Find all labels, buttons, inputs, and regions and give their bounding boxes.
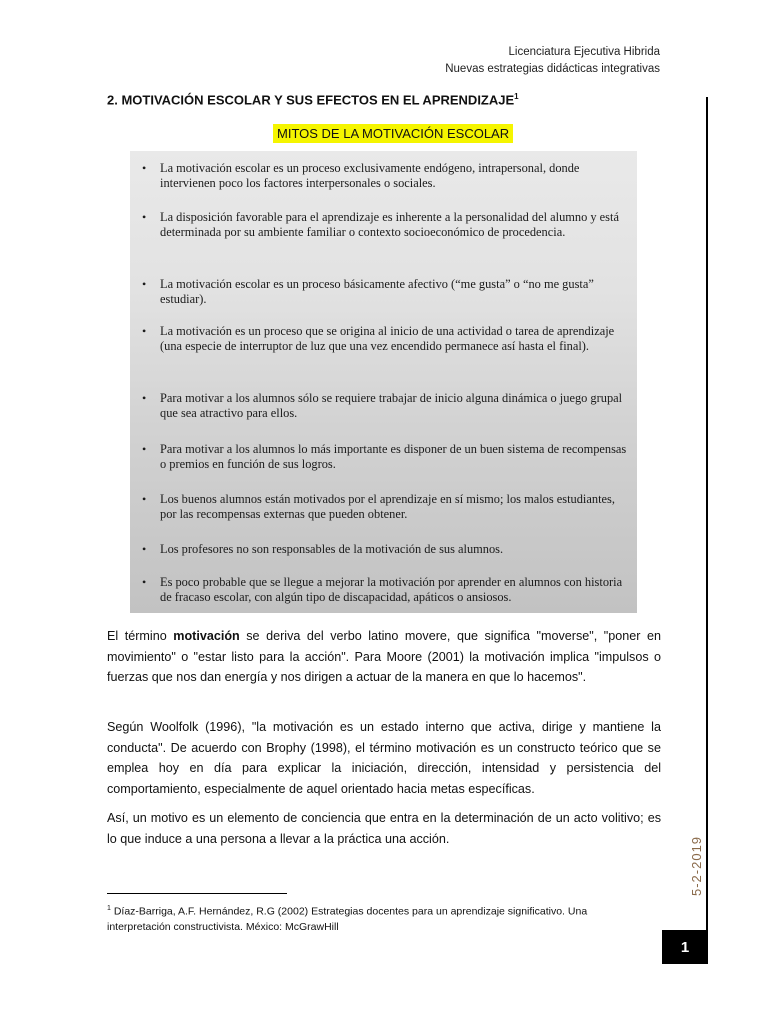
footnote (107, 901, 647, 935)
footnote-text: Díaz-Barriga, A.F. Hernández, R.G (2002) Estrategias docentes para un aprendizaje significativo. Una interpretación constructivista. México: McGrawHill (107, 905, 588, 933)
paragraph-woolfolk: Según Woolfolk (1996), "la motivación es un estado interno que activa, dirige y mantiene la conducta". De acuerdo con Brophy (1998), el término motivación es un constructo teórico que se emplea hoy en día para explicar la iniciación, dirección, intensidad y persistencia del comportamiento, especialmente de aquel orientado hacia metas específicas. (107, 720, 661, 796)
page-number: 1 (662, 930, 708, 964)
footnote-reference: 1 (514, 92, 519, 101)
scanned-myths-list (130, 151, 637, 613)
page-header (445, 44, 660, 78)
paragraph-text: El término (107, 629, 174, 643)
header-course: Nuevas estrategias didácticas integrativas (445, 63, 660, 75)
header-program: Licenciatura Ejecutiva Hibrida (508, 46, 660, 58)
myth-text: La motivación escolar es un proceso exclusivamente endógeno, intrapersonal, donde intervienen poco los factores interpersonales o sociales. (160, 161, 580, 190)
myth-item (142, 277, 632, 307)
myth-item (142, 575, 632, 605)
section-title (107, 92, 519, 107)
myth-text: Para motivar a los alumnos sólo se requiere trabajar de inicio alguna dinámica o juego grupal que sea atractivo para ellos. (160, 391, 623, 420)
myth-item (142, 542, 632, 557)
section-title-text: 2. MOTIVACIÓN ESCOLAR Y SUS EFECTOS EN EL APRENDIZAJE (107, 92, 515, 108)
myth-item (142, 161, 632, 191)
myth-text: La motivación es un proceso que se origina al inicio de una actividad o tarea de aprendizaje (una especie de interruptor de luz que una vez encendido permanece así hasta el final). (160, 324, 615, 353)
bullet-icon: • (142, 542, 147, 556)
date-label: 5-2-2019 (689, 835, 704, 896)
myth-text: Los profesores no son responsables de la motivación de sus alumnos. (160, 542, 504, 556)
myth-text: La motivación escolar es un proceso básicamente afectivo (“me gusta” o “no me gusta” estudiar). (160, 277, 594, 306)
paragraph-text: se deriva del verbo latino movere, que significa "moverse", "poner en movimiento" o "estar listo para la acción". Para Moore (2001) la motivación implica "impulsos o fuerzas que nos dan energía y nos dirigen a actuar de la manera en que lo hacemos". (107, 629, 661, 684)
myth-item (142, 210, 632, 240)
myth-item (142, 442, 632, 472)
footnote-number: 1 (107, 905, 111, 912)
bullet-icon: • (142, 492, 147, 506)
paragraph-definition (107, 626, 661, 688)
bullet-icon: • (142, 575, 147, 589)
bold-term: motivación (173, 629, 240, 643)
bullet-icon: • (142, 210, 147, 224)
bullet-icon: • (142, 277, 147, 291)
bullet-icon: • (142, 324, 147, 338)
myth-text: Es poco probable que se llegue a mejorar la motivación por aprender en alumnos con historia de fracaso escolar, con algún tipo de discapacidad, apáticos o ansiosos. (160, 575, 623, 604)
bullet-icon: • (142, 442, 147, 456)
bullet-icon: • (142, 391, 147, 405)
bullet-icon: • (142, 161, 147, 175)
myth-text: Para motivar a los alumnos lo más importante es disponer de un buen sistema de recompensas o premios en función de sus logros. (160, 442, 627, 471)
myth-item (142, 492, 632, 522)
myth-text: Los buenos alumnos están motivados por el aprendizaje en sí mismo; los malos estudiantes, por las recompensas externas que pueden obtener. (160, 492, 615, 521)
myth-item (142, 324, 632, 354)
footnote-separator (107, 893, 287, 894)
myths-heading: MITOS DE LA MOTIVACIÓN ESCOLAR (273, 124, 513, 143)
myth-text: La disposición favorable para el aprendizaje es inherente a la personalidad del alumno y está determinada por su ambiente familiar o contexto socioeconómico de procedencia. (160, 210, 619, 239)
paragraph-motive: Así, un motivo es un elemento de conciencia que entra en la determinación de un acto volitivo; es lo que induce a una persona a llevar a la práctica una acción. (107, 811, 661, 846)
margin-rule (706, 97, 708, 964)
myth-item (142, 391, 632, 421)
